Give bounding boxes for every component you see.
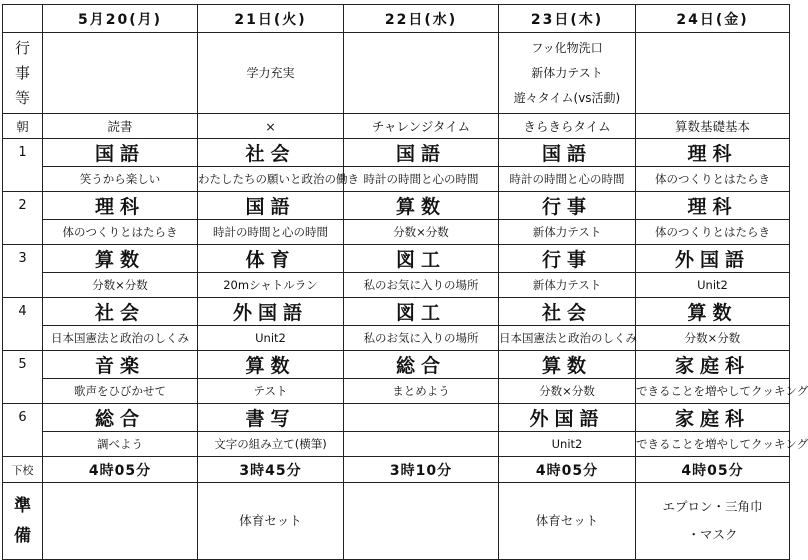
morning-activity: チャレンジタイム — [344, 114, 499, 139]
topic-cell: 分数×分数 — [43, 273, 198, 298]
subject-cell: 行事 — [499, 245, 636, 273]
event-label-char: 事 — [14, 63, 30, 82]
subject-cell: 家庭科 — [636, 351, 790, 379]
morning-activity: きらきらタイム — [499, 114, 636, 139]
event-label-char: 等 — [14, 88, 30, 107]
subject-cell — [344, 404, 499, 432]
subject-cell: 国語 — [344, 139, 499, 167]
subject-cell: 体育 — [198, 245, 344, 273]
subject-cell: 総合 — [344, 351, 499, 379]
morning-label: 朝 — [3, 114, 43, 139]
period-number: 3 — [3, 245, 43, 298]
event-cell — [344, 33, 499, 114]
prep-cell — [344, 483, 499, 560]
morning-activity: 読書 — [43, 114, 198, 139]
subject-cell: 国語 — [198, 192, 344, 220]
topic-cell: できることを増やしてクッキング — [636, 379, 790, 404]
period-topic-row — [3, 273, 790, 298]
event-item: 新体力テスト — [531, 65, 603, 80]
topic-cell: 笑うから楽しい — [43, 167, 198, 192]
prep-cell — [43, 483, 198, 560]
topic-cell: 分数×分数 — [344, 220, 499, 245]
period-number: 6 — [3, 404, 43, 457]
topic-cell: 歌声をひびかせて — [43, 379, 198, 404]
subject-cell: 図工 — [344, 298, 499, 326]
day-header: 5月20(月) — [43, 5, 198, 33]
dismissal-time: 4時05分 — [43, 457, 198, 483]
event-cell — [198, 33, 344, 114]
subject-cell: 総合 — [43, 404, 198, 432]
subject-cell: 算数 — [636, 298, 790, 326]
morning-row — [3, 114, 790, 139]
morning-activity: 算数基礎基本 — [636, 114, 790, 139]
topic-cell: 日本国憲法と政治のしくみ — [499, 326, 636, 351]
subject-cell: 書写 — [198, 404, 344, 432]
subject-cell: 社会 — [198, 139, 344, 167]
subject-cell: 算数 — [198, 351, 344, 379]
topic-cell: Unit2 — [636, 273, 790, 298]
topic-cell: わたしたちの願いと政治の働き — [198, 167, 344, 192]
event-row — [3, 33, 790, 114]
topic-cell: 日本国憲法と政治のしくみ — [43, 326, 198, 351]
subject-cell: 理科 — [43, 192, 198, 220]
corner-cell — [3, 5, 43, 33]
subject-cell: 図工 — [344, 245, 499, 273]
topic-cell: 時計の時間と心の時間 — [344, 167, 499, 192]
topic-cell: 分数×分数 — [499, 379, 636, 404]
period-topic-row — [3, 379, 790, 404]
prep-item: エプロン・三角巾 — [662, 499, 763, 514]
event-cell — [499, 33, 636, 114]
subject-cell: 国語 — [43, 139, 198, 167]
topic-cell: Unit2 — [499, 432, 636, 457]
subject-cell: 理科 — [636, 139, 790, 167]
period-number: 5 — [3, 351, 43, 404]
topic-cell: 新体力テスト — [499, 273, 636, 298]
topic-cell: 体のつくりとはたらき — [636, 167, 790, 192]
day-header: 21日(火) — [198, 5, 344, 33]
topic-cell: 新体力テスト — [499, 220, 636, 245]
topic-cell: テスト — [198, 379, 344, 404]
event-row-label — [3, 33, 43, 114]
day-header: 24日(金) — [636, 5, 790, 33]
topic-cell: 体のつくりとはたらき — [43, 220, 198, 245]
prep-cell — [198, 483, 344, 560]
period-subject-row — [3, 139, 790, 167]
subject-cell: 社会 — [43, 298, 198, 326]
event-cell — [636, 33, 790, 114]
period-subject-row — [3, 404, 790, 432]
topic-cell: できることを増やしてクッキング — [636, 432, 790, 457]
subject-cell: 行事 — [499, 192, 636, 220]
prep-label-char: 備 — [14, 526, 31, 546]
period-number: 4 — [3, 298, 43, 351]
subject-cell: 外国語 — [198, 298, 344, 326]
event-item: 遊々タイム(vs活動) — [513, 90, 621, 105]
topic-cell: 文字の組み立て(横筆) — [198, 432, 344, 457]
subject-cell: 算数 — [344, 192, 499, 220]
dismissal-row — [3, 457, 790, 483]
event-cell — [43, 33, 198, 114]
day-header: 22日(水) — [344, 5, 499, 33]
period-subject-row — [3, 245, 790, 273]
topic-cell: 私のお気に入りの場所 — [344, 326, 499, 351]
dismissal-time: 3時45分 — [198, 457, 344, 483]
period-subject-row — [3, 351, 790, 379]
period-subject-row — [3, 298, 790, 326]
topic-cell: 分数×分数 — [636, 326, 790, 351]
period-topic-row — [3, 167, 790, 192]
topic-cell: 時計の時間と心の時間 — [499, 167, 636, 192]
period-topic-row — [3, 220, 790, 245]
dismissal-time: 4時05分 — [636, 457, 790, 483]
subject-cell: 社会 — [499, 298, 636, 326]
topic-cell: 体のつくりとはたらき — [636, 220, 790, 245]
morning-activity: × — [198, 114, 344, 139]
topic-cell: 時計の時間と心の時間 — [198, 220, 344, 245]
topic-cell: Unit2 — [198, 326, 344, 351]
dismissal-time: 4時05分 — [499, 457, 636, 483]
topic-cell: まとめよう — [344, 379, 499, 404]
period-number: 1 — [3, 139, 43, 192]
weekly-schedule-table — [2, 4, 808, 560]
subject-cell: 理科 — [636, 192, 790, 220]
period-topic-row — [3, 326, 790, 351]
prep-label — [3, 483, 43, 560]
prep-cell — [636, 483, 790, 560]
event-item: フッ化物洗口 — [531, 40, 603, 55]
period-topic-row — [3, 432, 790, 457]
prep-cell — [499, 483, 636, 560]
subject-cell: 国語 — [499, 139, 636, 167]
topic-cell: 20mシャトルラン — [198, 273, 344, 298]
subject-cell: 算数 — [43, 245, 198, 273]
subject-cell: 算数 — [499, 351, 636, 379]
topic-cell — [344, 432, 499, 457]
dismissal-time: 3時10分 — [344, 457, 499, 483]
topic-cell: 調べよう — [43, 432, 198, 457]
period-subject-row — [3, 192, 790, 220]
prep-item: 体育セット — [535, 513, 599, 528]
subject-cell: 家庭科 — [636, 404, 790, 432]
prep-row — [3, 483, 790, 560]
prep-label-char: 準 — [14, 496, 31, 516]
header-row — [3, 5, 790, 33]
subject-cell: 外国語 — [499, 404, 636, 432]
dismissal-label: 下校 — [3, 457, 43, 483]
day-header: 23日(木) — [499, 5, 636, 33]
subject-cell: 外国語 — [636, 245, 790, 273]
subject-cell: 音楽 — [43, 351, 198, 379]
period-number: 2 — [3, 192, 43, 245]
event-item: 学力充実 — [246, 65, 295, 80]
prep-item: 体育セット — [239, 513, 302, 528]
event-label-char: 行 — [14, 38, 30, 57]
topic-cell: 私のお気に入りの場所 — [344, 273, 499, 298]
prep-item: ・マスク — [687, 527, 738, 542]
